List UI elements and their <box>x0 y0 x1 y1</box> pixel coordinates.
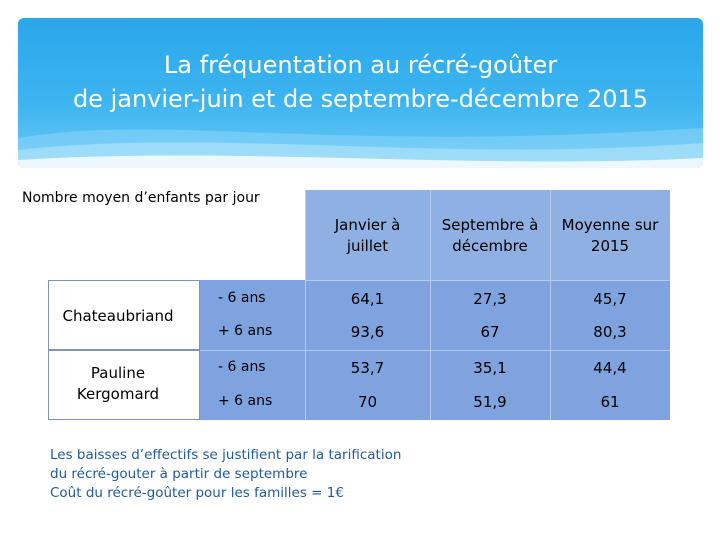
title-banner <box>18 18 703 168</box>
value-cell: 53,7 <box>350 359 385 377</box>
header-line: décembre <box>452 237 528 255</box>
header-line: Septembre à <box>441 216 539 234</box>
table-row-divider <box>200 350 670 351</box>
value-cell: 80,3 <box>593 323 627 341</box>
group-label <box>48 363 188 405</box>
age-label: + 6 ans <box>218 393 273 409</box>
column-header-sep-dec <box>430 215 550 257</box>
value-cell: 35,1 <box>473 359 507 377</box>
column-header-average <box>550 215 670 257</box>
title-line-2: de janvier-juin et de septembre-décembre 2015 <box>72 85 649 113</box>
group-label-line: Kergomard <box>76 385 160 403</box>
title-line-1: La fréquentation au récré-goûter <box>163 51 558 79</box>
header-line: Moyenne sur <box>561 216 659 234</box>
group-label-line: Pauline <box>90 364 146 382</box>
header-line: juillet <box>346 237 389 255</box>
table-row-divider <box>305 280 670 281</box>
value-cell: 44,4 <box>593 359 627 377</box>
value-cell: 67 <box>480 323 500 341</box>
age-label: - 6 ans <box>218 290 266 306</box>
age-label: + 6 ans <box>218 323 273 339</box>
value-cell: 61 <box>600 393 620 411</box>
footnote-line: Coût du récré-goûter pour les familles = 1€ <box>50 485 344 501</box>
wave-decoration <box>18 108 703 168</box>
footnote <box>50 446 401 503</box>
value-cell: 51,9 <box>473 393 507 411</box>
value-cell: 64,1 <box>350 290 385 308</box>
header-line: Janvier à <box>334 216 401 234</box>
age-label: - 6 ans <box>218 359 266 375</box>
group-label <box>48 306 188 327</box>
group-label-line: Chateaubriand <box>62 307 174 325</box>
table-caption: Nombre moyen d’enfants par jour <box>22 190 260 206</box>
value-cell: 27,3 <box>473 290 507 308</box>
header-line: 2015 <box>590 237 630 255</box>
value-cell: 45,7 <box>593 290 627 308</box>
page-title <box>18 48 703 116</box>
footnote-line: Les baisses d’effectifs se justifient par la tarification <box>50 447 402 463</box>
value-cell: 93,6 <box>350 323 385 341</box>
value-cell: 70 <box>357 393 378 411</box>
footnote-line: du récré-gouter à partir de septembre <box>50 466 308 482</box>
column-header-jan-jul <box>305 215 430 257</box>
